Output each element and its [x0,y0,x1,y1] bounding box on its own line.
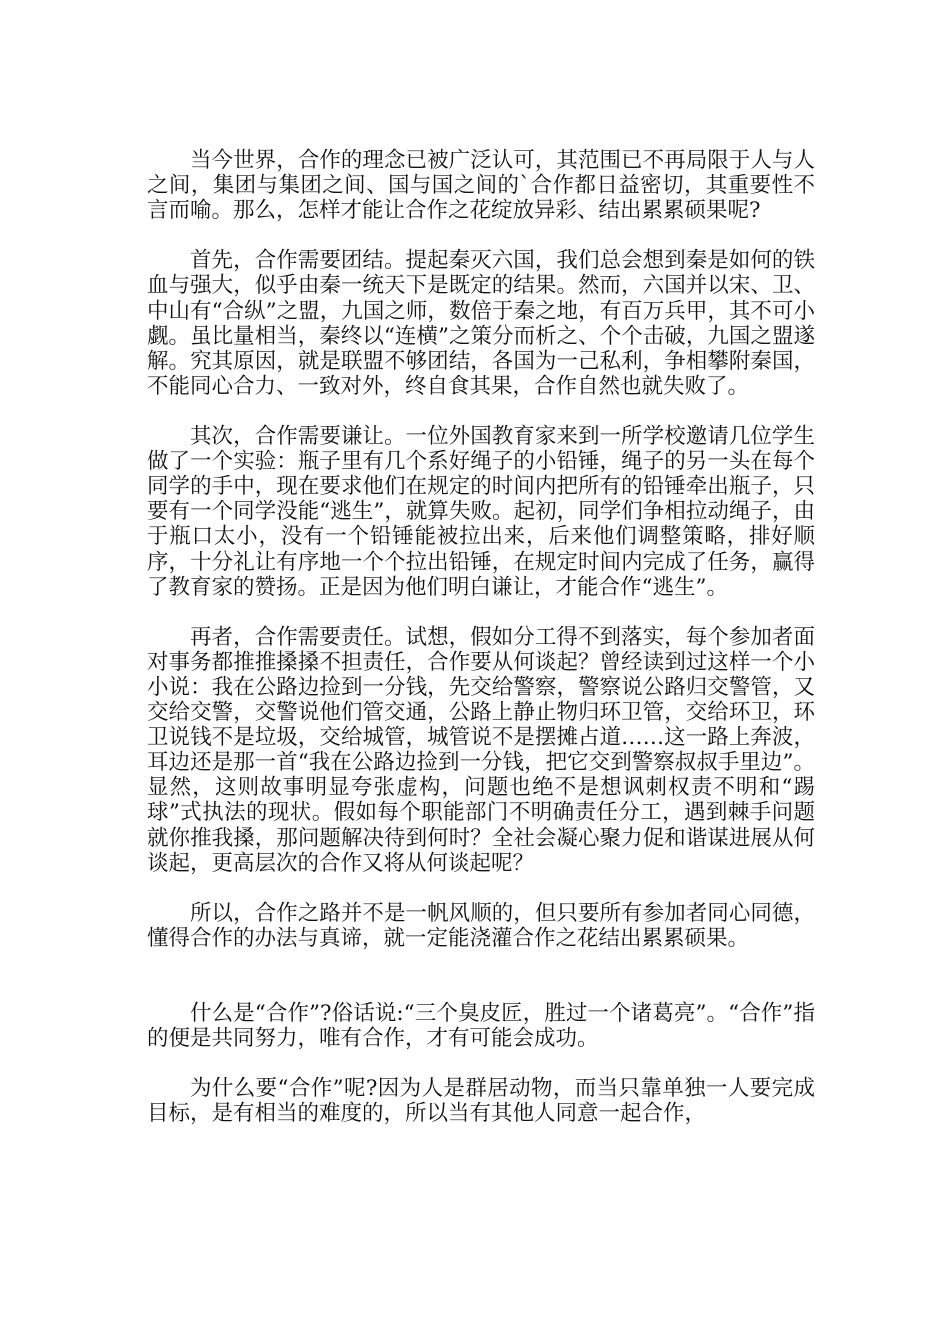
paragraph-conclusion: 所以，合作之路并不是一帆风顺的，但只要所有参加者同心同德，懂得合作的办法与真谛，就一定能浇灌合作之花结出累累硕果。 [147,900,815,951]
paragraph-what-is-cooperation: 什么是“合作”?俗话说:“三个臭皮匠，胜过一个诸葛亮”。“合作”指的便是共同努力，唯有合作，才有可能会成功。 [147,1001,815,1052]
paragraph-unity: 首先，合作需要团结。提起秦灭六国，我们总会想到秦是如何的铁血与强大，似乎由秦一统天下是既定的结果。然而，六国并以宋、卫、中山有“合纵”之盟，九国之师，数倍于秦之地，有百万兵甲，其不可小觑。虽比量相当，秦终以“连横”之策分而析之、个个击破，九国之盟遂解。究其原因，就是联盟不够团结，各国为一己私利，争相攀附秦国，不能同心合力、一致对外，终自食其果，合作自然也就失败了。 [147,248,815,399]
paragraph-modesty: 其次，合作需要谦让。一位外国教育家来到一所学校邀请几位学生做了一个实验：瓶子里有几个系好绳子的小铅锤，绳子的另一头在每个同学的手中，现在要求他们在规定的时间内把所有的铅锤牵出瓶子，只要有一个同学没能“逃生”，就算失败。起初，同学们争相拉动绳子，由于瓶口太小，没有一个铅锤能被拉出来，后来他们调整策略，排好顺序，十分礼让有序地一个个拉出铅锤，在规定时间内完成了任务，赢得了教育家的赞扬。正是因为他们明白谦让，才能合作“逃生”。 [147,424,815,600]
paragraph-why-cooperate: 为什么要“合作”呢?因为人是群居动物，而当只靠单独一人要完成目标，是有相当的难度的，所以当有其他人同意一起合作， [147,1076,815,1127]
paragraph-intro: 当今世界，合作的理念已被广泛认可，其范围已不再局限于人与人之间，集团与集团之间、国与国之间的`合作都日益密切，其重要性不言而喻。那么，怎样才能让合作之花绽放异彩、结出累累硕果呢? [147,148,815,224]
paragraph-responsibility: 再者，合作需要责任。试想，假如分工得不到落实，每个参加者面对事务都推推搡搡不担责任，合作要从何谈起？曾经读到过这样一个小小说：我在公路边捡到一分钱，先交给警察，警察说公路归交警管，又交给交警，交警说他们管交通，公路上静止物归环卫管，交给环卫，环卫说钱不是垃圾，交给城管，城管说不是摆摊占道……这一路上奔波，耳边还是那一首“我在公路边捡到一分钱，把它交到警察叔叔手里边”。显然，这则故事明显夸张虚构，问题也绝不是想讽刺权责不明和“踢球”式执法的现状。假如每个职能部门不明确责任分工，遇到棘手问题就你推我搡，那问题解决待到何时？全社会凝心聚力促和谐谋进展从何谈起，更高层次的合作又将从何谈起呢？ [147,624,815,876]
section-spacer [147,976,815,1001]
document-body [147,148,815,1152]
